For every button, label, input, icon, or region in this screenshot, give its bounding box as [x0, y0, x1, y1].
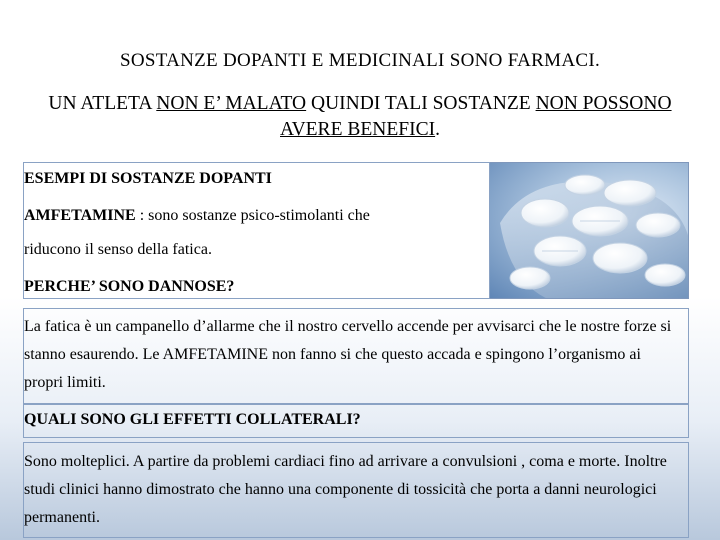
amfetamine-line-1 — [24, 207, 370, 225]
subtitle-part-3: . — [435, 119, 440, 140]
title-emphasis: FARMACI — [507, 50, 595, 71]
effetti-text: Sono molteplici. A partire da problemi cardiaci fino ad arrivare a convulsioni , coma e morte. Inoltre studi clinici hanno dimostrato che hanno una componente di tossicità che porta a danni neurologici permanenti. — [24, 453, 667, 526]
slide-subtitle — [40, 91, 680, 143]
title-prefix: SOSTANZE DOPANTI E MEDICINALI SONO — [119, 50, 508, 71]
title-suffix: . — [594, 50, 601, 71]
perche-text: La fatica è un campanello d’allarme che il nostro cervello accende per avvisarci che le nostre forze si stanno esaurendo. Le AMFETAMINE non fanno si che questo accada e spingono l’organismo ai propri limiti. — [24, 318, 672, 391]
perche-heading: PERCHE’ SONO DANNOSE? — [24, 278, 235, 295]
subtitle-underline-1: NON E’ MALATO — [156, 93, 307, 114]
amfetamine-text-1: : sono sostanze psico-stimolanti che — [135, 207, 370, 224]
effetti-heading: QUALI SONO GLI EFFETTI COLLATERALI? — [24, 411, 361, 428]
pills-illustration — [490, 163, 689, 299]
slide-title — [0, 50, 720, 72]
subtitle-underline-2: NON POSSONO AVERE BENEFICI — [280, 93, 672, 140]
amfetamine-label: AMFETAMINE — [24, 207, 136, 224]
subtitle-part-1: UN ATLETA — [48, 93, 157, 114]
amfetamine-line-2: riducono il senso della fatica. — [24, 241, 212, 258]
subtitle-part-2: QUINDI TALI SOSTANZE — [306, 93, 536, 114]
esempi-heading: ESEMPI DI SOSTANZE DOPANTI — [24, 170, 272, 187]
pills-spoon-image — [489, 162, 689, 299]
